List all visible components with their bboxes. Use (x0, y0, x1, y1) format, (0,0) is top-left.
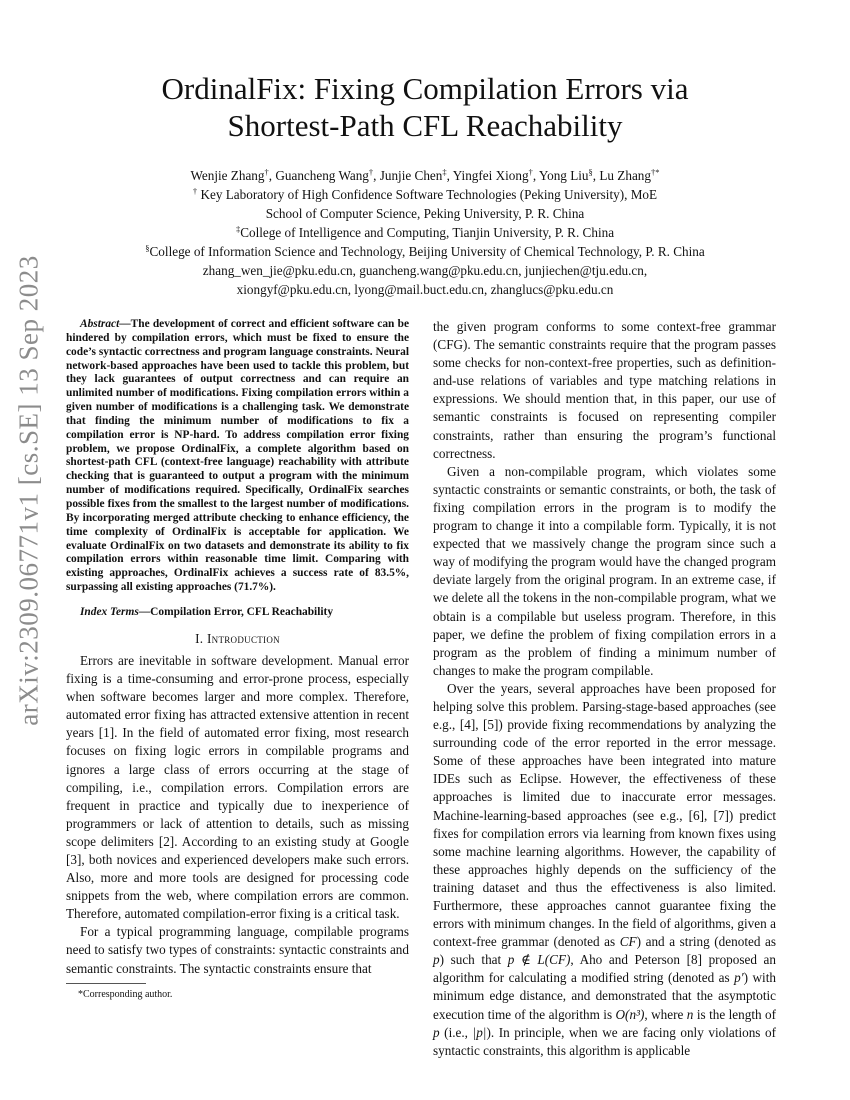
author-name: Wenjie Zhang (190, 168, 265, 183)
footnote-corresponding-author: *Corresponding author. (78, 989, 173, 1000)
paper-title (0, 70, 850, 144)
abstract (66, 318, 409, 595)
paragraph-text: , Aho and Peterson [8] proposed an algorithm for calculating a modified string (denoted as (433, 952, 777, 986)
math-inline: p′ (734, 970, 744, 986)
paragraph (433, 680, 776, 1060)
paragraph-text: (i.e., (439, 1024, 473, 1040)
author-name: Junjie Chen (379, 168, 443, 183)
math-inline: p ∉ L(CF) (507, 952, 571, 968)
affiliation-mark: § (145, 243, 150, 253)
author-mark: † (528, 167, 533, 177)
paragraph-text: ) and a string (denoted as (636, 934, 776, 950)
math-inline: n (686, 1006, 694, 1022)
author-emails-line2: xiongyf@pku.edu.cn, lyong@mail.buct.edu.cn, zhanglucs@pku.edu.cn (236, 282, 614, 297)
paragraph-text: is the length of (693, 1006, 777, 1022)
affiliation-mark: † (192, 186, 198, 196)
paragraph-text: , where (644, 1006, 687, 1022)
affiliation-1 (0, 185, 850, 204)
author-separator: , (268, 168, 276, 183)
footnote-rule (66, 983, 146, 984)
abstract-label: Abstract (80, 318, 120, 330)
author-mark: ‡ (442, 167, 447, 177)
math-inline: O(n³) (615, 1006, 645, 1022)
author-mark: § (588, 167, 593, 177)
index-terms-label: Index Terms (80, 605, 139, 618)
affiliation-text: Key Laboratory of High Confidence Software Technologies (Peking University), MoE (197, 187, 658, 202)
author-name: Yingfei Xiong (452, 168, 529, 183)
author-separator: , (532, 168, 539, 183)
left-column (66, 318, 409, 978)
paragraph: Given a non-compilable program, which violates some syntactic constraints or semantic constraints, or both, the task of fixing compilation errors in the program is to modify the program to change it into a compilable form. Typically, it is not expected that we massively change the program since such a way of modifying the program would have the changed program deviate largely from the original program. In an extreme case, if we delete all the tokens in the non-compilable program, what we obtain is a compilable but useless program. Therefore, in this paper, we define the problem of fixing compilation errors in a program as the problem of finding a minimum number of changes to make the program compilable. (433, 463, 776, 678)
author-separator: , (592, 168, 600, 183)
paragraph-text: ). In principle, when we are facing only violations of syntactic constraints, this algorithm is applicable (433, 1024, 776, 1058)
author-mark: † (368, 167, 374, 177)
affiliation-mark: ‡ (235, 224, 241, 234)
paragraph-text: ) with minimum edge distance, and demonstrated that the asymptotic execution time of the algorithm is (433, 970, 776, 1022)
arxiv-identifier-stamp (6, 254, 52, 726)
math-inline: p (433, 952, 440, 968)
author-separator: , (446, 168, 453, 183)
index-terms-text: —Compilation Error, CFL Reachability (138, 605, 334, 618)
author-mark: † (264, 167, 269, 177)
math-inline: p (433, 1024, 440, 1040)
author-separator: , (373, 168, 380, 183)
author-names (0, 166, 850, 185)
index-terms (66, 605, 409, 619)
affiliation-2 (0, 223, 850, 242)
author-name: Lu Zhang (599, 168, 651, 183)
paper-title-line1: OrdinalFix: Fixing Compilation Errors via (161, 71, 689, 106)
affiliation-text: College of Intelligence and Computing, Tianjin University, P. R. China (240, 225, 615, 240)
paper-title-line2: Shortest-Path CFL Reachability (227, 108, 623, 143)
affiliation-text: College of Information Science and Technology, Beijing University of Chemical Technology, P. R. China (149, 244, 705, 259)
paragraph: the given program conforms to some context-free grammar (CFG). The semantic constraints require that the program passes some checks for non-context-free properties, such as definition-and-use relations of variables and type matching relations in expressions. We should mention that, in this paper, our use of semantic constraints is focused on representing compiler constraints, rather than ensuring the program’s functional correctness. (433, 319, 776, 461)
section-heading-introduction: I. Introduction (195, 630, 280, 646)
arxiv-identifier-text: arXiv:2309.06771v1 [cs.SE] 13 Sep 2023 (13, 254, 44, 726)
math-inline: |p| (472, 1024, 487, 1040)
paragraph-text: ) such that (439, 952, 508, 968)
affiliation-1b: School of Computer Science, Peking University, P. R. China (265, 206, 585, 221)
math-inline: CF (619, 934, 637, 950)
paragraph-text: Over the years, several approaches have been proposed for helping solve this problem. Parsing-stage-based approaches (see e.g., [4], [5]) provide fixing recommendations by analyzing the surrounding code of the error reported in the error message. Some of these approaches have been integrated into mature IDEs such as Eclipse. However, the effectiveness of these approaches is limited due to inaccurate error messages. Machine-learning-based approaches (see e.g., [6], [7]) predict fixes for compilation errors via learning from known fixes using some machine learning algorithms. However, the capability of these approaches highly depends on the sufficiency of the training dataset and thus the effectiveness is also limited. Furthermore, these approaches cannot guarantee fixing the errors with minimum changes. In the field of algorithms, given a context-free grammar (denoted as (433, 680, 776, 950)
author-block (0, 166, 850, 299)
paragraph: Errors are inevitable in software development. Manual error fixing is a time-consuming and error-prone process, especially when software becomes larger and more complex. Therefore, automated error fixing has attracted extensive attention in recent years [1]. In the field of automated error fixing, most research focuses on fixing logic errors in compilable programs and ignores a large class of errors occurring at the stage of compiling, i.e., compilation errors. Compilation errors are frequent in practice and typically due to inexperience of programmers or lack of attention to details, such as missing scope delimiters [2]. According to an existing study at Google [3], both novices and experienced developers make such errors. Also, more and more tools are designed for processing code snippets from the web, where compilation errors are common. Therefore, automated compilation-error fixing is a critical task. (66, 652, 409, 922)
abstract-text: —The development of correct and efficient software can be hindered by compilation errors, which must be fixed to ensure the code’s syntactic correctness and program language constraints. Neural network-based approaches have been used to tackle this problem, but they lack guarantees of output correctness and can require an unlimited number of modifications. Fixing compilation errors within a given number of modifications is a challenging task. We demonstrate that finding the minimum number of modifications to fix a compilation error is NP-hard. To address compilation error fixing problem, we propose OrdinalFix, a complete algorithm based on shortest-path CFL (context-free language) reachability with attribute checking that is guaranteed to output a program with the minimum number of modifications required. Specifically, OrdinalFix searches possible fixes from the smallest to the largest number of modifications. By incorporating merged attribute checking to enhance efficiency, the time complexity of OrdinalFix is acceptable for application. We evaluate OrdinalFix on two datasets and demonstrate its ability to fix compilation errors within reasonable time limit. Comparing with existing approaches, OrdinalFix achieves a success rate of 83.5%, surpassing all existing approaches (71.7%). (66, 318, 409, 594)
author-name: Yong Liu (538, 168, 589, 183)
author-emails-line1: zhang_wen_jie@pku.edu.cn, guancheng.wang@pku.edu.cn, junjiechen@tju.edu.cn, (202, 263, 648, 278)
paragraph: For a typical programming language, compilable programs need to satisfy two types of constraints: syntactic constraints and semantic constraints. The syntactic constraints ensure that (66, 924, 409, 976)
right-column (433, 318, 776, 1060)
affiliation-3 (0, 242, 850, 261)
author-name: Guancheng Wang (275, 168, 369, 183)
author-mark: †* (651, 167, 660, 177)
